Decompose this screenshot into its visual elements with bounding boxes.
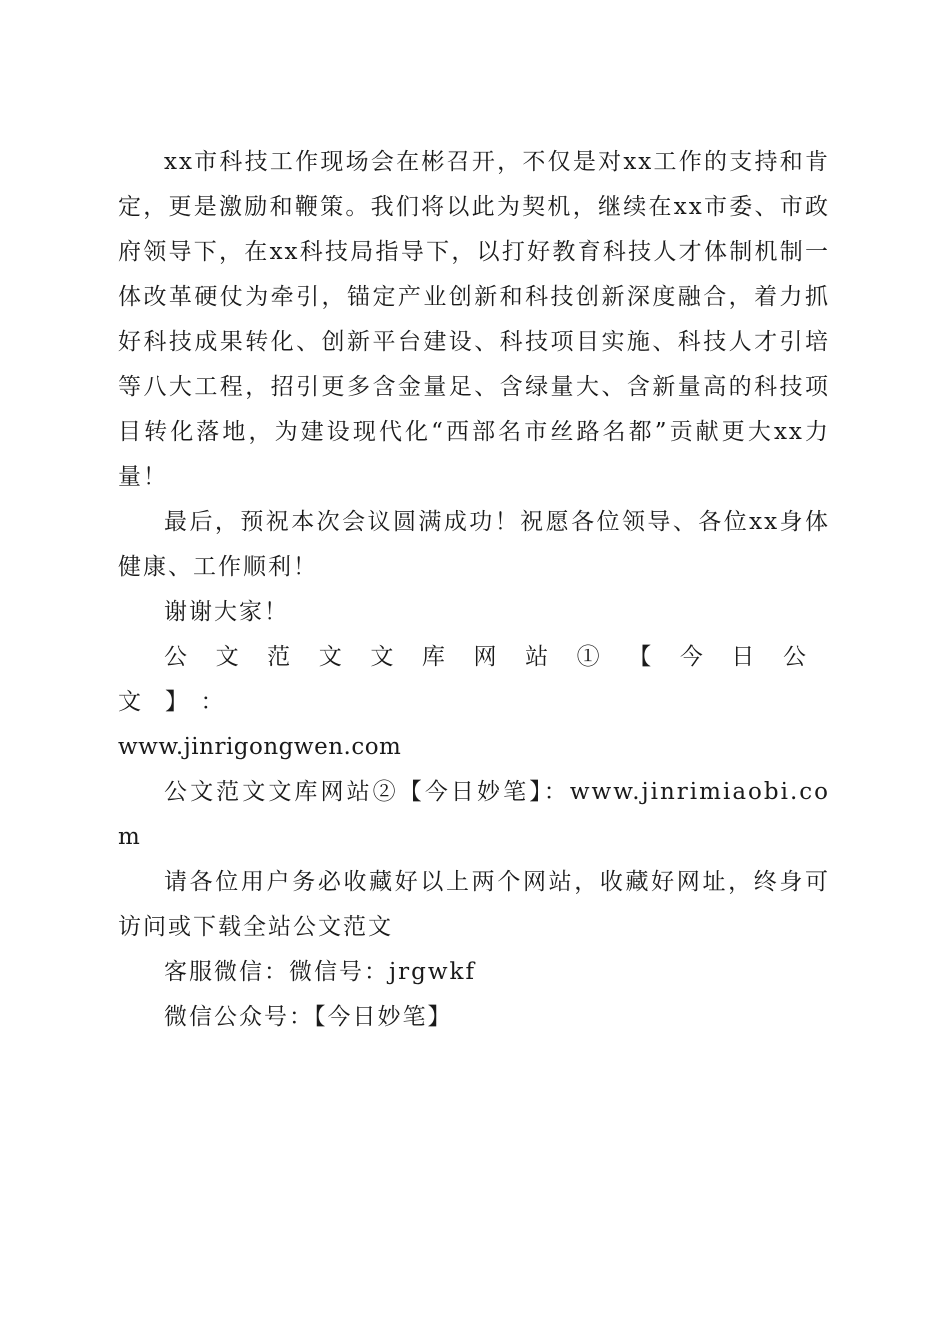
site1-url[interactable]: www.jinrigongwen.com [118,734,402,760]
wechat-service: 客服微信：微信号：jrgwkf [164,959,476,985]
paragraph-thanks: 谢谢大家！ [164,599,289,625]
site1-label: 公文范文文库网站①【今日公文】： [118,644,830,715]
document-body [118,140,830,1040]
paragraph-main: xx市科技工作现场会在彬召开，不仅是对xx工作的支持和肯定，更是激励和鞭策。我们将以此为契机，继续在xx市委、市政府领导下，在xx科技局指导下，以打好教育科技人才体制机制一体改革硬仗为牵引，锚定产业创新和科技创新深度融合，着力抓好科技成果转化、创新平台建设、科技项目实施、科技人才引培等八大工程，招引更多含金量足、含绿量大、含新量高的科技项目转化落地，为建设现代化“西部名市丝路名都”贡献更大xx力量！ [118,149,830,490]
site1-line [118,635,830,770]
notice-paragraph: 请各位用户务必收藏好以上两个网站，收藏好网址，终身可访问或下载全站公文范文 [118,869,830,940]
wechat-official: 微信公众号：【今日妙笔】 [164,1004,453,1030]
site2-line[interactable]: 公文范文文库网站②【今日妙笔】：www.jinrimiaobi.com [118,779,830,850]
paragraph-closing: 最后，预祝本次会议圆满成功！祝愿各位领导、各位xx身体健康、工作顺利！ [118,509,830,580]
